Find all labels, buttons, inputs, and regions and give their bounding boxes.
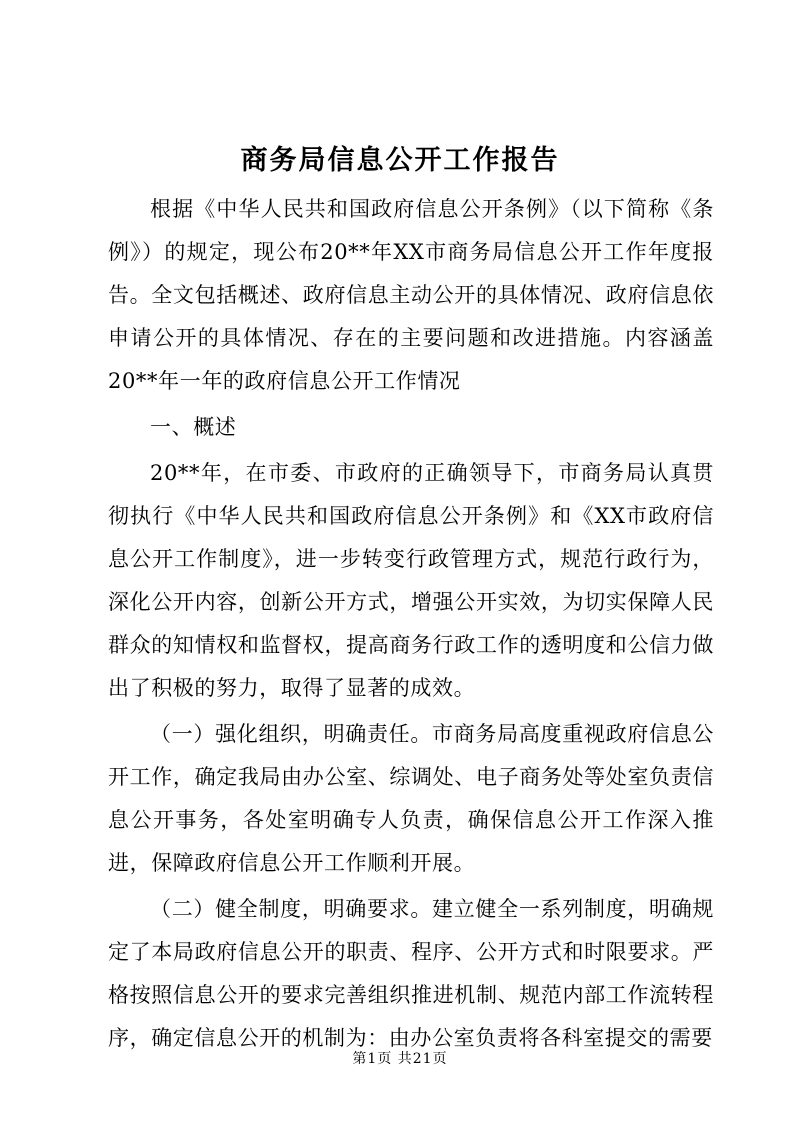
document-title: 商务局信息公开工作报告 [240,145,560,176]
document-body [108,188,714,1063]
paragraph-system: （二）健全制度，明确要求。建立健全一系列制度，明确规定了本局政府信息公开的职责、程序、公开方式和时限要求。严格按照信息公开的要求完善组织推进机制、规范内部工作流转程序，确定信息公开的机制为：由办公室负责将各科室提交的需要 [108,897,714,1050]
paragraph-overview: 20**年，在市委、市政府的正确领导下，市商务局认真贯彻执行《中华人民共和国政府信息公开条例》和《XX市政府信息公开工作制度》，进一步转变行政管理方式，规范行政行为，深化公开内容，创新公开方式，增强公开实效，为切实保障人民群众的知情权和监督权，提高商务行政工作的透明度和公信力做出了积极的努力，取得了显著的成效。 [108,461,714,700]
page-footer: 第1页 共21页 [352,1051,448,1067]
paragraph-intro: 根据《中华人民共和国政府信息公开条例》（以下简称《条例》）的规定，现公布20**年XX市商务局信息公开工作年度报告。全文包括概述、政府信息主动公开的具体情况、政府信息依申请公开的具体情况、存在的主要问题和改进措施。内容涵盖20**年一年的政府信息公开工作情况 [108,197,714,393]
section-heading-overview: 一、概述 [150,415,237,439]
paragraph-organization: （一）强化组织，明确责任。市商务局高度重视政府信息公开工作，确定我局由办公室、综调处、电子商务处等处室负责信息公开事务，各处室明确专人负责，确保信息公开工作深入推进，保障政府信息公开工作顺利开展。 [108,722,714,875]
